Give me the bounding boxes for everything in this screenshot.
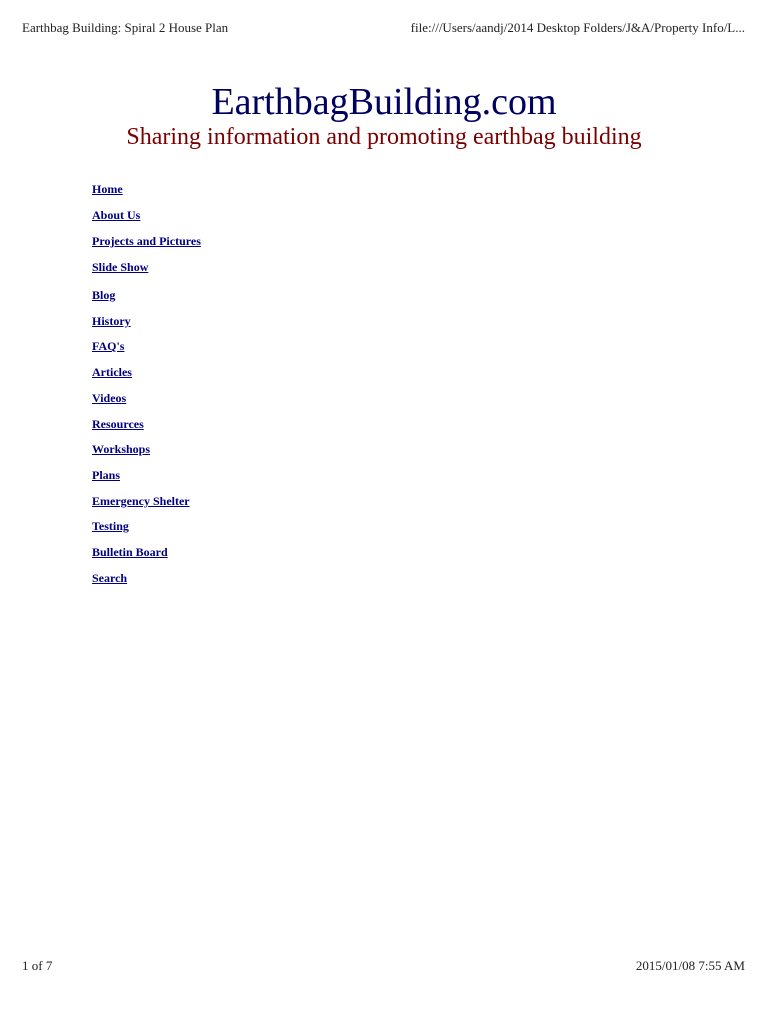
nav-link-about-us[interactable]: About Us: [92, 208, 141, 222]
print-footer-datetime: 2015/01/08 7:55 AM: [635, 958, 745, 973]
nav-item-testing: [92, 517, 129, 535]
nav-link-faqs[interactable]: FAQ's: [92, 339, 125, 353]
nav-item-faqs: [92, 337, 124, 355]
print-header-url: file:///Users/aandj/2014 Desktop Folders/J&A/Property Info/L...: [410, 20, 745, 35]
nav-link-projects-and-pictures[interactable]: Projects and Pictures: [92, 234, 201, 248]
print-footer-page: 1 of 7: [22, 958, 53, 973]
nav-item-emergency-shelter: [92, 492, 190, 510]
nav-item-home: [92, 180, 123, 198]
nav-link-history[interactable]: History: [92, 314, 131, 328]
nav-link-blog[interactable]: Blog: [92, 288, 116, 302]
nav-link-plans[interactable]: Plans: [92, 468, 121, 482]
nav-item-plans: [92, 466, 120, 484]
nav-link-search[interactable]: Search: [92, 571, 128, 585]
nav-item-bulletin-board: [92, 543, 168, 561]
nav-link-emergency-shelter[interactable]: Emergency Shelter: [92, 494, 190, 508]
nav-item-resources: [92, 415, 144, 433]
nav-item-projects-and-pictures: [92, 232, 201, 250]
nav-item-blog: [92, 286, 115, 304]
nav-link-resources[interactable]: Resources: [92, 417, 144, 431]
nav-link-videos[interactable]: Videos: [92, 391, 127, 405]
site-tagline: Sharing information and promoting earthbag building: [126, 124, 642, 150]
nav-link-bulletin-board[interactable]: Bulletin Board: [92, 545, 168, 559]
nav-item-about-us: [92, 206, 140, 224]
print-header-title: Earthbag Building: Spiral 2 House Plan: [22, 20, 229, 35]
nav-link-slide-show[interactable]: Slide Show: [92, 260, 149, 274]
site-title: EarthbagBuilding.com: [211, 81, 557, 123]
nav-item-slide-show: [92, 258, 148, 276]
nav-item-videos: [92, 389, 126, 407]
nav-item-history: [92, 312, 131, 330]
nav-link-articles[interactable]: Articles: [92, 365, 132, 379]
nav-link-home[interactable]: Home: [92, 182, 123, 196]
nav-link-workshops[interactable]: Workshops: [92, 442, 151, 456]
nav-item-articles: [92, 363, 132, 381]
nav-link-testing[interactable]: Testing: [92, 519, 129, 533]
nav-item-workshops: [92, 440, 150, 458]
nav-item-search: [92, 569, 127, 587]
